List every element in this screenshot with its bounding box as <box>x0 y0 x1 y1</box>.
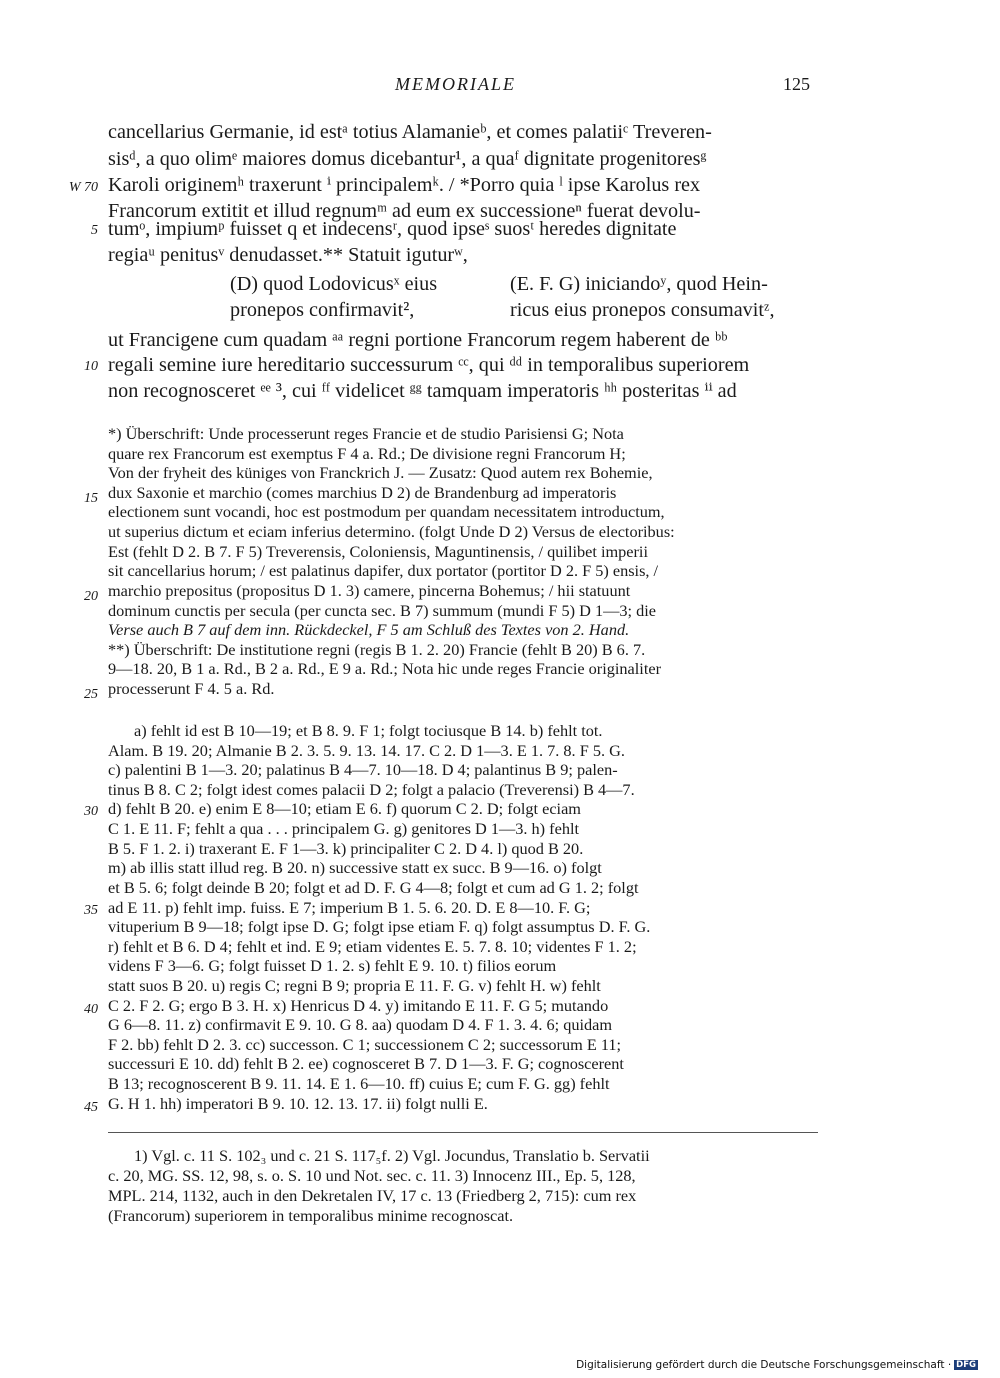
apparatus-line: d) fehlt B 20. e) enim E 8—10; etiam E 6. f) quorum C 2. D; folgt eciam <box>108 799 581 818</box>
apparatus-line: videns F 3—6. G; folgt fuisset D 1. 2. s) fehlt E 9. 10. t) filios eorum <box>108 956 557 975</box>
note-line: 9—18. 20, B 1 a. Rd., B 2 a. Rd., E 9 a. Rd.; Nota hic unde reges Francie originaliter <box>108 659 662 678</box>
margin-number: W 70 <box>68 180 98 195</box>
note-line: ut superius dictum et eciam inferius determino. (folgt Unde D 2) Versus de electoribus: <box>108 522 675 541</box>
margin-number: 5 <box>91 223 98 238</box>
text-line: ut Francigene cum quadam ᵃᵃ regni portione Francorum regem haberent de ᵇᵇ <box>108 329 728 351</box>
reference-line: 1) Vgl. c. 11 S. 102₃ und c. 21 S. 117₅f. 2) Vgl. Jocundus, Translatio b. Servatii <box>134 1146 650 1165</box>
apparatus-line: Alam. B 19. 20; Almanie B 2. 3. 5. 9. 13. 14. 17. C 2. D 1—3. E 1. 7. 8. F 5. G. <box>108 741 625 760</box>
dfg-logo: DFG <box>956 1360 976 1370</box>
note-line: processerunt F 4. 5 a. Rd. <box>108 679 275 698</box>
footnote-divider <box>108 1132 818 1133</box>
apparatus-line: F 2. bb) fehlt D 2. 3. cc) successon. C 1; successionem C 2; successorum E 11; <box>108 1035 622 1054</box>
note-line: Von der fryheit des küniges von Franckrich J. — Zusatz: Quod autem rex Bohemie, <box>108 463 653 482</box>
note-line: *) Überschrift: Unde processerunt reges Francie et de studio Parisiensi G; Nota <box>108 424 624 443</box>
apparatus-line: a) fehlt id est B 10—19; et B 8. 9. F 1; folgt tociusque B 14. b) fehlt tot. <box>134 721 603 740</box>
text-line: non recognosceret ᵉᵉ ³, cui ᶠᶠ videlicet ᵍᵍ tamquam imperatoris ʰʰ posteritas ⁱⁱ ad <box>108 380 737 402</box>
apparatus-line: G 6—8. 11. z) confirmavit E 9. 10. G 8. aa) quodam D 4. F 1. 3. 4. 6; quidam <box>108 1015 613 1034</box>
apparatus-line: r) fehlt et B 6. D 4; fehlt et ind. E 9; etiam videntes E. 5. 7. 8. 10; videntes F 1. 2; <box>108 937 637 956</box>
apparatus-line: C 2. F 2. G; ergo B 3. H. x) Henricus D 4. y) imitando E 11. F. G 5; mutando <box>108 996 609 1015</box>
note-line: sit cancellarius horum; / est palatinus dapifer, dux portator (portitor D 2. F 5) ensis, / <box>108 561 659 580</box>
margin-number: 15 <box>84 491 98 506</box>
note-line: dux Saxonie et marchio (comes marchius D 2) de Brandenburg ad imperatoris <box>108 483 617 502</box>
margin-number: 40 <box>84 1002 98 1017</box>
variant-left-line: pronepos confirmavit², <box>230 299 415 321</box>
apparatus-line: tinus B 8. C 2; folgt idest comes palacii D 2; folgt a palacio (Treverensi) B 4—7. <box>108 780 635 799</box>
margin-number: 20 <box>84 589 98 604</box>
variant-left-line: (D) quod Lodovicusˣ eius <box>230 273 438 295</box>
note-line: **) Überschrift: De institutione regni (regis B 1. 2. 20) Francie (fehlt B 20) B 6. 7. <box>108 640 646 659</box>
margin-number: 30 <box>84 804 98 819</box>
apparatus-line: c) palentini B 1—3. 20; palatinus B 4—7. 10—18. D 4; palantinus B 9; palen- <box>108 760 618 779</box>
digitization-credit <box>576 1359 978 1371</box>
apparatus-line: B 5. F 1. 2. i) traxerant E. F 1—3. k) principaliter C 2. D 4. l) quod B 20. <box>108 839 584 858</box>
note-line: dominum cunctis per secula (per cuncta sec. B 7) summum (mundi F 5) D 1—3; die <box>108 601 657 620</box>
apparatus-line: m) ab illis statt illud reg. B 20. n) successive statt ex succ. B 9—16. o) folgt <box>108 858 602 877</box>
variant-right-line: ricus eius pronepos consumavitᶻ, <box>510 299 775 321</box>
reference-line: (Francorum) superiorem in temporalibus minime recognoscat. <box>108 1206 514 1225</box>
note-line: marchio prepositus (propositus D 1. 3) camere, pincerna Bohemus; / hii statuunt <box>108 581 631 600</box>
text-line: Karoli originemʰ traxerunt ⁱ principalemᵏ. / *Porro quia ˡ ipse Karolus rex <box>108 174 701 196</box>
page-header <box>0 74 1000 102</box>
text-line: regali semine iure hereditario successurum ᶜᶜ, qui ᵈᵈ in temporalibus superiorem <box>108 354 750 376</box>
apparatus-line: vituperium B 9—18; folgt ipse D. G; folgt ipse etiam F. q) folgt assumptus D. F. G. <box>108 917 651 936</box>
margin-number: 10 <box>84 359 98 374</box>
apparatus-line: statt suos B 20. u) regis C; regni B 9; propria E 11. F. G. v) fehlt H. w) fehlt <box>108 976 601 995</box>
apparatus-line: et B 5. 6; folgt deinde B 20; folgt et ad D. F. G 4—8; folgt et cum ad G 1. 2; folgt <box>108 878 639 897</box>
note-line: quare rex Francorum est exemptus F 4 a. Rd.; De divisione regni Francorum H; <box>108 444 626 463</box>
reference-line: MPL. 214, 1132, auch in den Dekretalen IV, 17 c. 13 (Friedberg 2, 715): cum rex <box>108 1186 637 1205</box>
apparatus-line: ad E 11. p) fehlt imp. fuiss. E 7; imperium B 1. 5. 6. 20. D. E 8—10. F. G; <box>108 898 591 917</box>
text-line: cancellarius Germanie, id estᵃ totius Alamanieᵇ, et comes palatiiᶜ Treveren- <box>108 121 712 143</box>
page-number: 125 <box>783 74 810 94</box>
apparatus-line: G. H 1. hh) imperatori B 9. 10. 12. 13. 17. ii) folgt nulli E. <box>108 1094 488 1113</box>
margin-number: 35 <box>84 903 98 918</box>
reference-line: c. 20, MG. SS. 12, 98, s. o. S. 10 und Not. sec. c. 11. 3) Innocenz III., Ep. 5, 128, <box>108 1166 636 1185</box>
text-line: Francorum extitit et illud regnumᵐ ad eum ex successioneⁿ fuerat devolu- <box>108 200 701 222</box>
variant-right-line: (E. F. G) iniciandoʸ, quod Hein- <box>510 273 768 295</box>
text-line: sisᵈ, a quo olimᵉ maiores domus dicebantur¹, a quaᶠ dignitate progenitoresᵍ <box>108 148 707 170</box>
text-line: regiaᵘ penitusᵛ denudasset.** Statuit iguturʷ, <box>108 244 468 266</box>
text-line: tumᵒ, impiumᵖ fuisset q et indecensʳ, quod ipseˢ suosᵗ heredes dignitate <box>108 218 677 240</box>
running-title: MEMORIALE <box>395 74 516 94</box>
margin-number: 45 <box>84 1100 98 1115</box>
apparatus-line: C 1. E 11. F; fehlt a qua . . . principalem G. g) genitores D 1—3. h) fehlt <box>108 819 580 838</box>
apparatus-line: successuri E 10. dd) fehlt B 2. ee) cognosceret B 7. D 1—3. F. G; cognoscerent <box>108 1054 624 1073</box>
credit-text: Digitalisierung gefördert durch die Deutsche Forschungsgemeinschaft · <box>576 1359 952 1371</box>
margin-number: 25 <box>84 687 98 702</box>
note-line: Est (fehlt D 2. B 7. F 5) Treverensis, Coloniensis, Maguntinensis, / quilibet imperii <box>108 542 648 561</box>
apparatus-line: B 13; recognoscerent B 9. 11. 14. E 1. 6—10. ff) cuius E; cum F. G. gg) fehlt <box>108 1074 610 1093</box>
note-line: Verse auch B 7 auf dem inn. Rückdeckel, F 5 am Schluß des Textes von 2. Hand. <box>108 620 630 639</box>
note-line: electionem sunt vocandi, hoc est postmodum per quandam necessitatem introductum, <box>108 502 665 521</box>
